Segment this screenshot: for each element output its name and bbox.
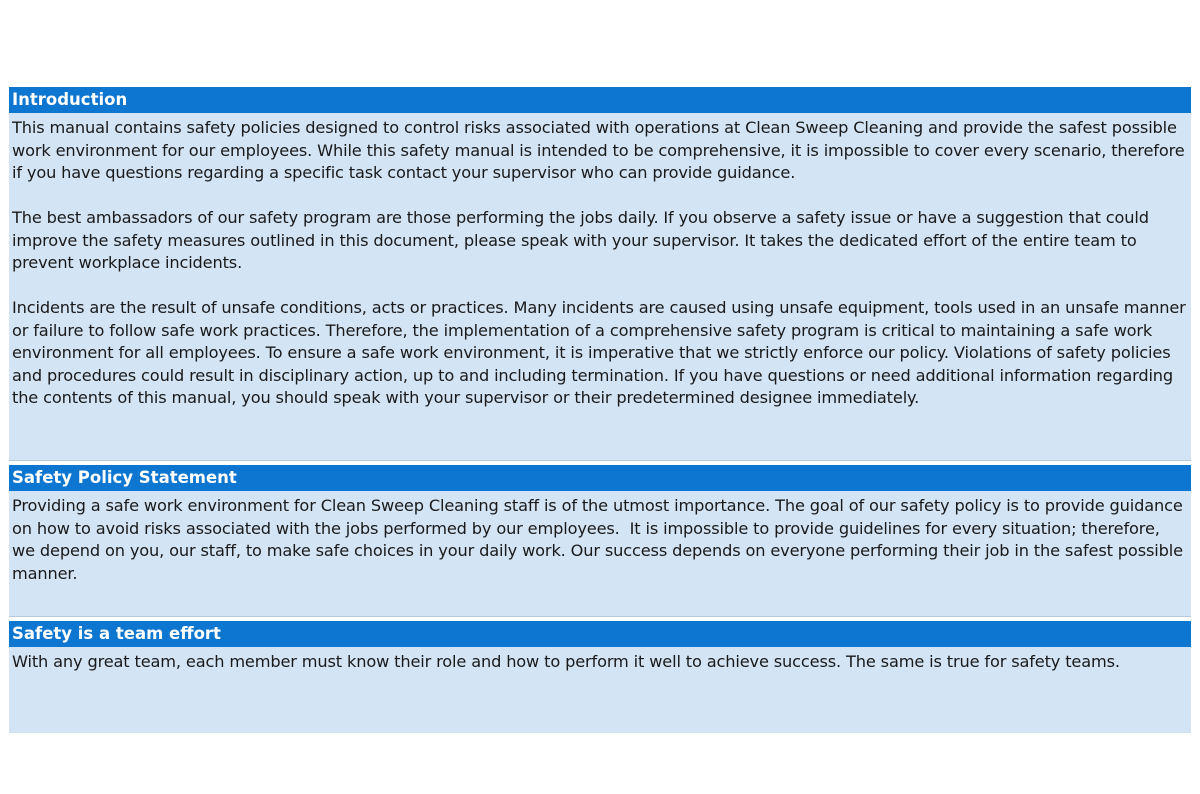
- section-safety-team-effort: [9, 621, 1191, 733]
- section-body-introduction: [9, 113, 1191, 461]
- paragraph: Incidents are the result of unsafe conditions, acts or practices. Many incidents are caused using unsafe equipment, tools used in an unsafe manner or failure to follow safe work practices. Therefore, the implementation of a comprehensive safety program is critical to maintaining a safe work environment for all employees. To ensure a safe work environment, it is imperative that we strictly enforce our policy. Violations of safety policies and procedures could result in disciplinary action, up to and including termination. If you have questions or need additional information regarding the contents of this manual, you should speak with your supervisor or their predetermined designee immediately.: [12, 298, 1186, 407]
- section-introduction: [9, 87, 1191, 461]
- paragraph: This manual contains safety policies designed to control risks associated with operations at Clean Sweep Cleaning and provide the safest possible work environment for our employees. While this safety manual is intended to be comprehensive, it is impossible to cover every scenario, therefore if you have questions regarding a specific task contact your supervisor who can provide guidance.: [12, 118, 1185, 182]
- section-safety-policy-statement: [9, 465, 1191, 617]
- section-heading-safety-policy-statement: Safety Policy Statement: [9, 465, 1191, 491]
- section-body-safety-team-effort: [9, 647, 1191, 733]
- section-heading-introduction: Introduction: [9, 87, 1191, 113]
- paragraph: Providing a safe work environment for Clean Sweep Cleaning staff is of the utmost importance. The goal of our safety policy is to provide guidance on how to avoid risks associated with the jobs performed by our employees. It is impossible to provide guidelines for every situation; therefore, we depend on you, our staff, to make safe choices in your daily work. Our success depends on everyone performing their job in the safest possible manner.: [12, 496, 1188, 583]
- section-heading-safety-team-effort: Safety is a team effort: [9, 621, 1191, 647]
- paragraph: The best ambassadors of our safety program are those performing the jobs daily. If you observe a safety issue or have a suggestion that could improve the safety measures outlined in this document, please speak with your supervisor. It takes the dedicated effort of the entire team to prevent workplace incidents.: [12, 208, 1149, 272]
- section-body-safety-policy-statement: [9, 491, 1191, 617]
- paragraph: With any great team, each member must know their role and how to perform it well to achieve success. The same is true for safety teams.: [12, 652, 1120, 671]
